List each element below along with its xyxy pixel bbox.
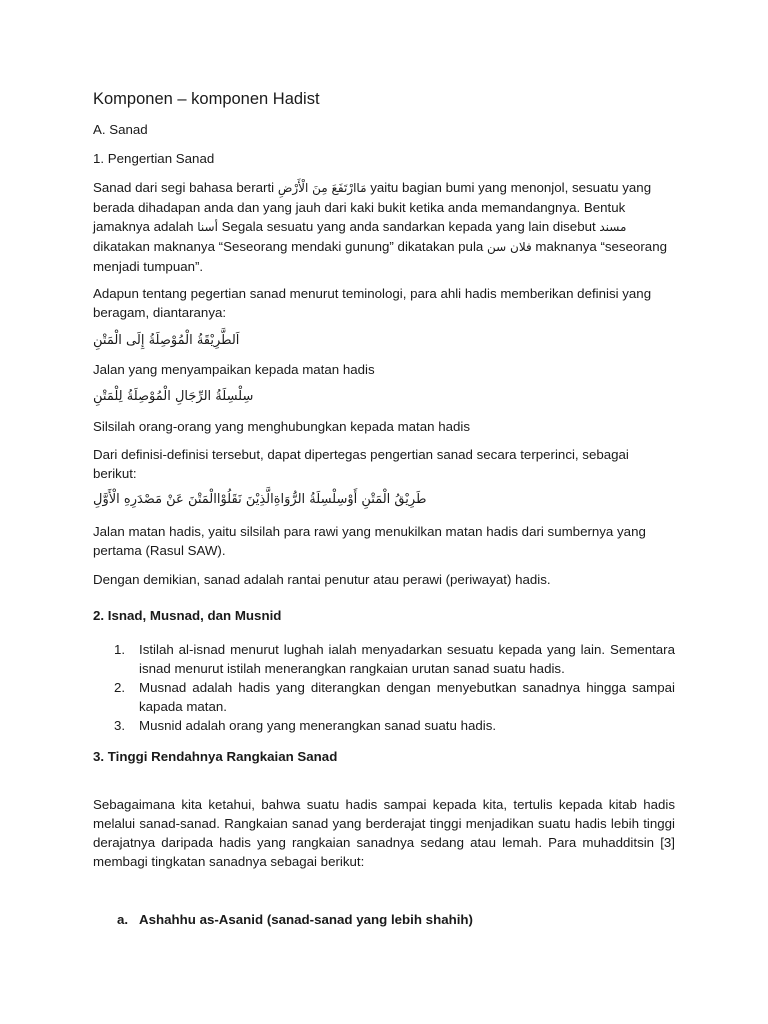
list-number: 3.	[114, 718, 126, 733]
list-number: 2.	[114, 680, 126, 695]
document-title: Komponen – komponen Hadist	[93, 90, 320, 108]
list-marker: a.	[117, 912, 129, 927]
list-item	[114, 640, 675, 678]
list-item-text: Musnad adalah hadis yang diterangkan dengan menyebutkan sanadnya hingga sampai kapada matan.	[139, 680, 675, 714]
list-item-text: Istilah al-isnad menurut lughah ialah menyadarkan sesuatu kepada yang lain. Sementara isnad menurut istilah menerangkan rangkaian urutan sanad suatu hadis.	[139, 642, 675, 676]
arabic-definition-2	[93, 387, 675, 406]
arabic-word: فلان سن	[487, 240, 532, 254]
paragraph-sanad-bahasa	[93, 178, 675, 276]
subheading-text: Ashahhu as-Asanid (sanad-sanad yang lebih shahih)	[139, 912, 473, 927]
paragraph-text: dikatakan maknanya “Seseorang mendaki gunung” dikatakan pula	[93, 239, 487, 254]
paragraph-kesimpulan: Dengan demikian, sanad adalah rantai penutur atau perawi (periwayat) hadis.	[93, 572, 551, 587]
list-item	[114, 678, 675, 716]
definition-3-translation: Jalan matan hadis, yaitu silsilah para rawi yang menukilkan matan hadis dari sumbernya yang pertama (Rasul SAW).	[93, 524, 646, 558]
list-item	[114, 716, 675, 735]
paragraph-tingkatan: Sebagaimana kita ketahui, bahwa suatu hadis sampai kepada kita, tertulis kepada kitab hadis melalui sanad-sanad. Rangkaian sanad yang berderajat tinggi menjadikan suatu hadis lebih tinggi derajatnya daripada hadis yang rangkaian sanadnya sedang atau lemah. Para muhadditsin [3] membagi tingkatan sanadnya sebagai berikut:	[93, 797, 675, 869]
paragraph-text: Segala sesuatu yang anda sandarkan kepada yang lain disebut	[217, 219, 600, 234]
numbered-list	[114, 640, 675, 735]
paragraph-text: Sanad dari segi bahasa berarti	[93, 180, 278, 195]
paragraph-text: yaitu bagian bumi yang menonjol, sesuatu yang berada dihadapan anda dan yang jauh dari kaki bukit ketika anda memandangnya. Bentuk jamaknya adalah	[93, 180, 652, 234]
arabic-word: مسند	[599, 220, 627, 234]
list-number: 1.	[114, 642, 126, 657]
paragraph-terminologi: Adapun tentang pegertian sanad menurut teminologi, para ahli hadis memberikan definisi yang beragam, diantaranya:	[93, 286, 652, 320]
arabic-definition-1	[93, 331, 675, 350]
definition-2-translation: Silsilah orang-orang yang menghubungkan kepada matan hadis	[93, 419, 471, 434]
subheading-ashahhu	[117, 910, 677, 929]
arabic-word: أسنا	[197, 220, 218, 234]
arabic-phrase: مَاارْتَفَعَ مِنَ الْأَرْضِ	[277, 181, 367, 195]
paragraph-definisi-terperinci: Dari definisi-definisi tersebut, dapat dipertegas pengertian sanad secara terperinci, sebagai berikut:	[93, 447, 629, 481]
definition-1-translation: Jalan yang menyampaikan kepada matan hadis	[93, 362, 375, 377]
subheading-tinggi-rendah: 3. Tinggi Rendahnya Rangkaian Sanad	[93, 749, 338, 764]
subheading-isnad: 2. Isnad, Musnad, dan Musnid	[93, 608, 282, 623]
arabic-text: سِلْسِلَةُ الرِّجَالِ الْمُوْصِلَةُ لِلْمَتْنِ	[93, 389, 254, 404]
arabic-text: طَرِيْقُ الْمَتْنِ أَوْسِلْسِلَةُ الرُّوَاةِالَّذِيْنَ نَقَلُوْاالْمَتْنَ عَنْ مَصْدَرِهِ الْأَوَّلِ	[93, 492, 427, 507]
paragraph-text: maknanya “seseorang menjadi tumpuan”.	[93, 239, 667, 274]
subheading-pengertian-sanad: 1. Pengertian Sanad	[93, 151, 215, 166]
arabic-text: اَلطَّرِيْقَةُ الْمُوْصِلَةُ إِلَى الْمَتْنِ	[93, 333, 240, 348]
list-item-text: Musnid adalah orang yang menerangkan sanad suatu hadis.	[139, 718, 497, 733]
section-heading-a: A. Sanad	[93, 122, 148, 137]
arabic-definition-3	[93, 490, 675, 509]
